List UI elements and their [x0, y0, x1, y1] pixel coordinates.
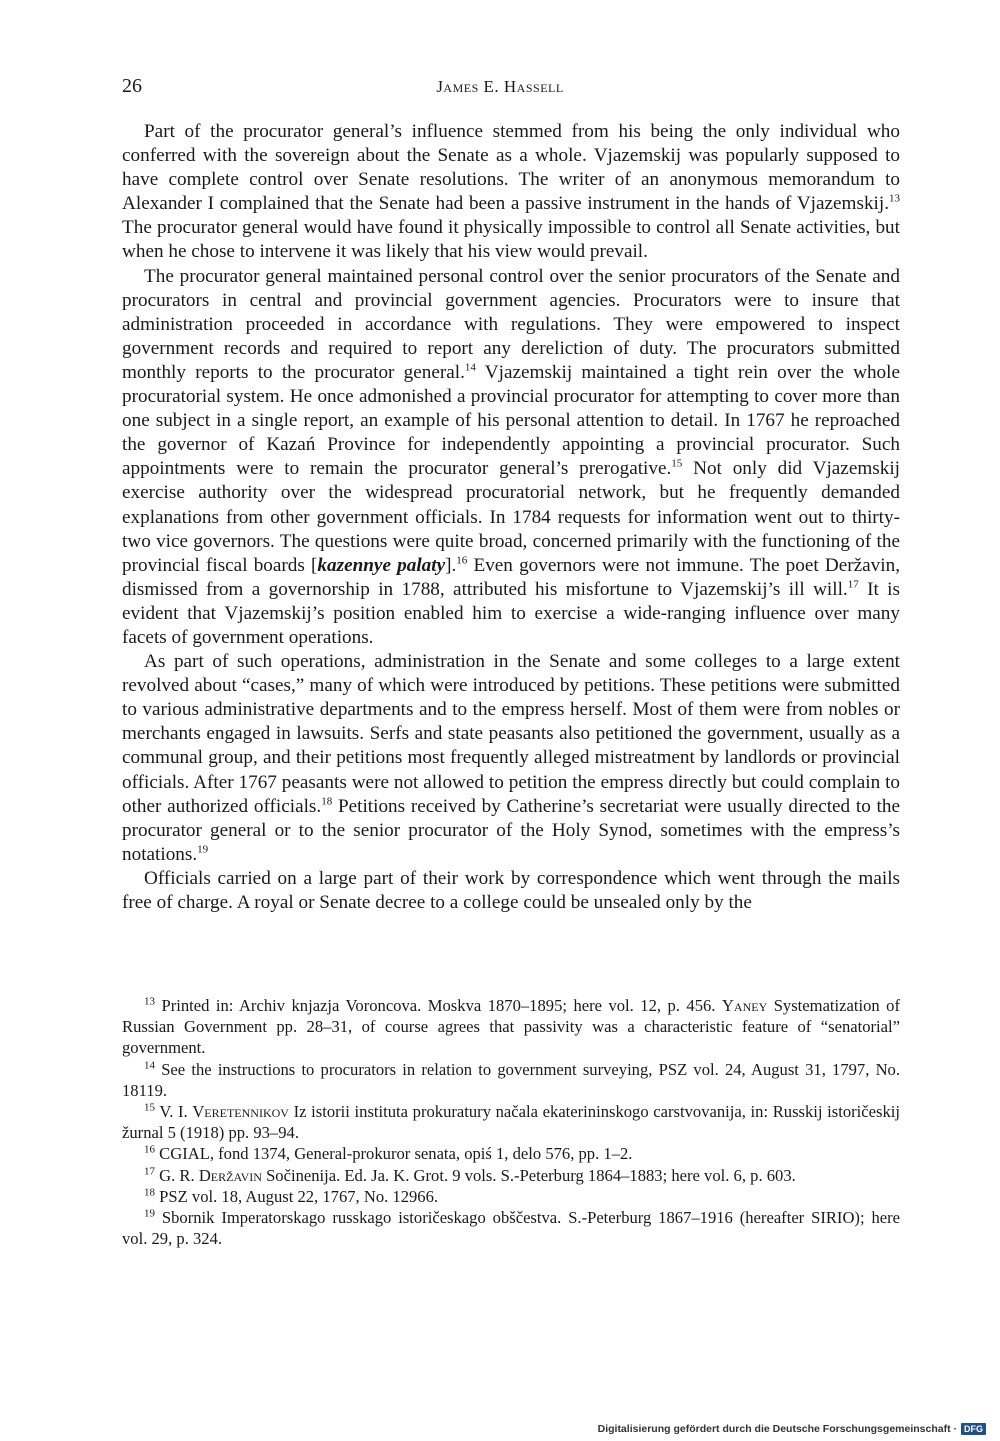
text-run: Sočinenija. Ed. Ja. K. Grot. 9 vols. S.-Peterburg 1864–1883; here vol. 6, p. 603. — [261, 1165, 796, 1185]
paragraph — [122, 867, 900, 915]
text-run: The procurator general would have found it physically impossible to control all Senate activities, but when he chose to intervene it was likely that his view would prevail. — [122, 217, 900, 263]
footnote-number: 16 — [144, 1143, 155, 1156]
footnote — [122, 1101, 900, 1143]
text-run: Vjazemskij maintained a tight rein over the whole procuratorial system. He once admonished a provincial procurator for attempting to cover more than one subject in a single report, an example of his personal attention to detail. In 1767 he reproached the governor of Kazań Province for independently appointing a provincial procurator. Such appointments were to remain the procurator general’s prerogative. — [122, 361, 900, 480]
text-run: It is evident that Vjazemskij’s position enabled him to exercise a wide-ranging influence over many facets of government operations. — [122, 578, 900, 648]
text-run: Printed in: Archiv knjazja Voroncova. Moskva 1870–1895; here vol. 12, p. 456. — [161, 996, 722, 1015]
paragraph — [122, 650, 900, 867]
running-head-author: James E. Hassell — [436, 77, 564, 96]
text-run: Not only did Vjazemskij exercise authority over the widespread procuratorial network, but he frequently demanded explanations from other government officials. In 1784 requests for information went out to thirty-two vice governors. The questions were quite broad, concerned primarily with the functioning of the provincial fiscal boards [ — [122, 458, 900, 576]
digitization-credit — [598, 1423, 986, 1435]
footnote — [122, 1207, 900, 1249]
footnote-ref: 16 — [456, 554, 468, 567]
footnote — [122, 1059, 900, 1101]
cited-author: Yaney — [721, 996, 768, 1015]
cited-author: Veretennikov — [192, 1102, 289, 1122]
text-run: Iz istorii instituta prokuratury načala ekaterininskogo carstvovanija, in: Russkij istoričeskij žurnal 5 (1918) pp. 93–94. — [122, 1102, 900, 1143]
text-run: See the instructions to procurators in relation to government surveying, PSZ vol. 24, August 31, 1797, No. 18119. — [122, 1059, 901, 1100]
footnote-number: 17 — [144, 1165, 155, 1178]
footnote-ref: 14 — [464, 361, 476, 374]
footnote — [122, 1186, 900, 1207]
text-run: G. R. — [159, 1165, 199, 1185]
text-run: Petitions received by Catherine’s secretariat were usually directed to the procurator general or to the senior procurator of the Holy Synod, sometimes with the empress’s notations. — [122, 795, 901, 865]
footnote-ref: 18 — [321, 795, 333, 808]
footnote-number: 13 — [144, 995, 155, 1008]
footnote-ref: 17 — [847, 578, 859, 591]
text-run: Sbornik Imperatorskago russkago istoričeskago obščestva. S.-Peterburg 1867–1916 (hereafter SIRIO); here vol. 29, p. 324. — [122, 1208, 900, 1249]
footnotes — [122, 995, 900, 1249]
text-run: Even governors were not immune. The poet Deržavin, dismissed from a governorship in 1788, attributed his misfortune to Vjazemskij’s ill will. — [122, 554, 900, 600]
text-run: CGIAL, fond 1374, General-prokuror senata, opiś 1, delo 576, pp. 1–2. — [159, 1144, 633, 1164]
footnote-ref: 13 — [889, 192, 900, 205]
paragraph — [122, 120, 900, 265]
footnote-ref: 19 — [197, 843, 209, 856]
text-run: Officials carried on a large part of their work by correspondence which went through the mails free of charge. A royal or Senate decree to a college could be unsealed only by the — [122, 867, 900, 913]
paragraph — [122, 265, 900, 651]
footnote — [122, 1143, 900, 1164]
text-run: ]. — [445, 554, 457, 576]
running-head — [0, 77, 1000, 97]
footnote-ref: 15 — [671, 457, 683, 470]
text-run: Systematization of Russian Government pp. 28–31, of course agrees that passivity was a characteristic feature of “senatorial” government. — [122, 996, 900, 1058]
body-text — [122, 120, 900, 915]
page-number: 26 — [122, 75, 142, 97]
italic-term: kazennye palaty — [317, 554, 446, 576]
text-run: V. I. — [159, 1102, 193, 1122]
text-run: As part of such operations, administration in the Senate and some colleges to a large extent revolved about “cases,” many of which were introduced by petitions. These petitions were submitted to various administrative departments and to the empress herself. Most of them were from nobles or merchants engaged in lawsuits. Serfs and state peasants also petitioned the government, usually as a communal group, and their petitions most frequently alleged mistreatment by landlords or provincial officials. After 1767 peasants were not allowed to petition the empress directly but could complain to other authorized officials. — [122, 651, 900, 817]
footnote-number: 19 — [144, 1207, 155, 1220]
footnote — [122, 995, 900, 1059]
cited-author: Deržavin — [198, 1165, 262, 1185]
dfg-logo: DFG — [961, 1423, 986, 1435]
text-run: The procurator general maintained personal control over the senior procurators of the Senate and procurators in central and provincial government agencies. Procurators were to insure that administration proceeded in accordance with regulations. They were empowered to inspect government records and required to report any dereliction of duty. The procurators submitted monthly reports to the procurator general. — [122, 265, 900, 383]
text-run: PSZ vol. 18, August 22, 1767, No. 12966. — [159, 1186, 439, 1206]
text-run: Part of the procurator general’s influence stemmed from his being the only individual who conferred with the sovereign about the Senate as a whole. Vjazemskij was popularly supposed to have complete control over Senate resolutions. The writer of an anonymous memorandum to Alexander I complained that the Senate had been a passive instrument in the hands of Vjazemskij. — [122, 121, 900, 215]
footnote-number: 15 — [144, 1101, 155, 1114]
footnote — [122, 1165, 900, 1186]
footnote-number: 14 — [144, 1059, 155, 1072]
credit-text: Digitalisierung gefördert durch die Deutsche Forschungsgemeinschaft · — [597, 1423, 957, 1435]
footnote-number: 18 — [144, 1186, 155, 1199]
